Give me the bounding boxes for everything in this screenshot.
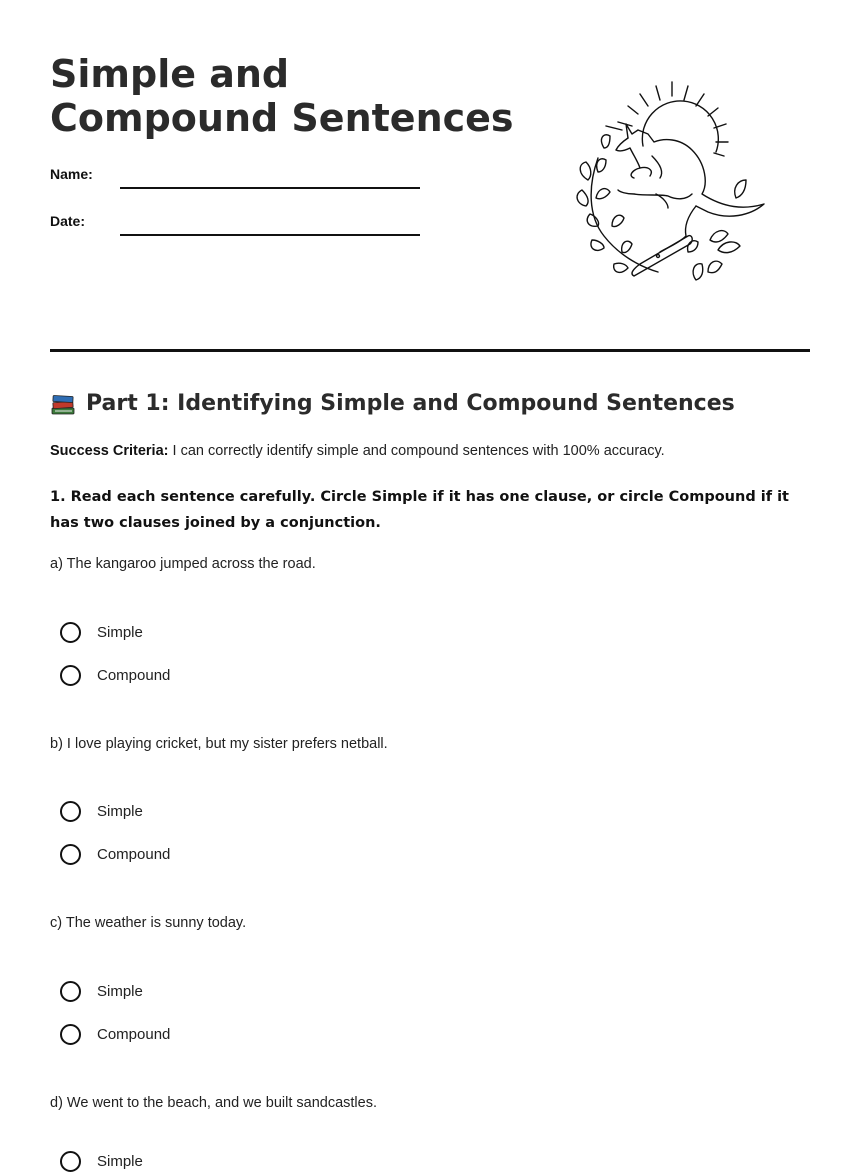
radio-circle[interactable] [60, 801, 81, 822]
option-simple[interactable] [60, 1148, 143, 1174]
option-simple[interactable] [60, 798, 143, 824]
success-criteria [50, 440, 665, 462]
worksheet-title: Simple and Compound Sentences [50, 52, 514, 140]
radio-circle[interactable] [60, 1151, 81, 1172]
option-label: Simple [97, 623, 143, 641]
option-label: Simple [97, 1152, 143, 1170]
name-label: Name: [50, 166, 93, 182]
section-heading [50, 389, 735, 419]
section-heading-text: Part 1: Identifying Simple and Compound Sentences [86, 391, 735, 416]
option-compound[interactable] [60, 1021, 170, 1047]
question-c: c) The weather is sunny today. [50, 915, 247, 931]
option-label: Compound [97, 666, 171, 684]
books-icon [50, 391, 76, 417]
option-simple[interactable] [60, 978, 143, 1004]
instruction-text: 1. Read each sentence carefully. Circle Simple if it has one clause, or circle Compound if it has two clauses joined by a conjunction. [50, 489, 789, 531]
question-d: d) We went to the beach, and we built sandcastles. [50, 1095, 377, 1111]
kangaroo-illustration [568, 76, 768, 288]
option-label: Simple [97, 982, 143, 1000]
option-compound[interactable] [60, 841, 170, 867]
section-divider [50, 349, 810, 352]
success-criteria-label: Success Criteria: [50, 443, 169, 459]
option-compound[interactable] [60, 662, 170, 688]
radio-circle[interactable] [60, 1024, 81, 1045]
success-criteria-text: I can correctly identify simple and compound sentences with 100% accuracy. [168, 443, 665, 459]
question-a: a) The kangaroo jumped across the road. [50, 556, 316, 572]
radio-circle[interactable] [60, 981, 81, 1002]
option-label: Compound [97, 845, 171, 863]
date-label: Date: [50, 213, 86, 229]
radio-circle[interactable] [60, 622, 81, 643]
radio-circle[interactable] [60, 665, 81, 686]
date-field[interactable] [120, 234, 420, 236]
option-label: Simple [97, 802, 143, 820]
option-label: Compound [97, 1025, 171, 1043]
option-simple[interactable] [60, 619, 143, 645]
question-b: b) I love playing cricket, but my sister prefers netball. [50, 736, 388, 752]
radio-circle[interactable] [60, 844, 81, 865]
name-field[interactable] [120, 187, 420, 189]
